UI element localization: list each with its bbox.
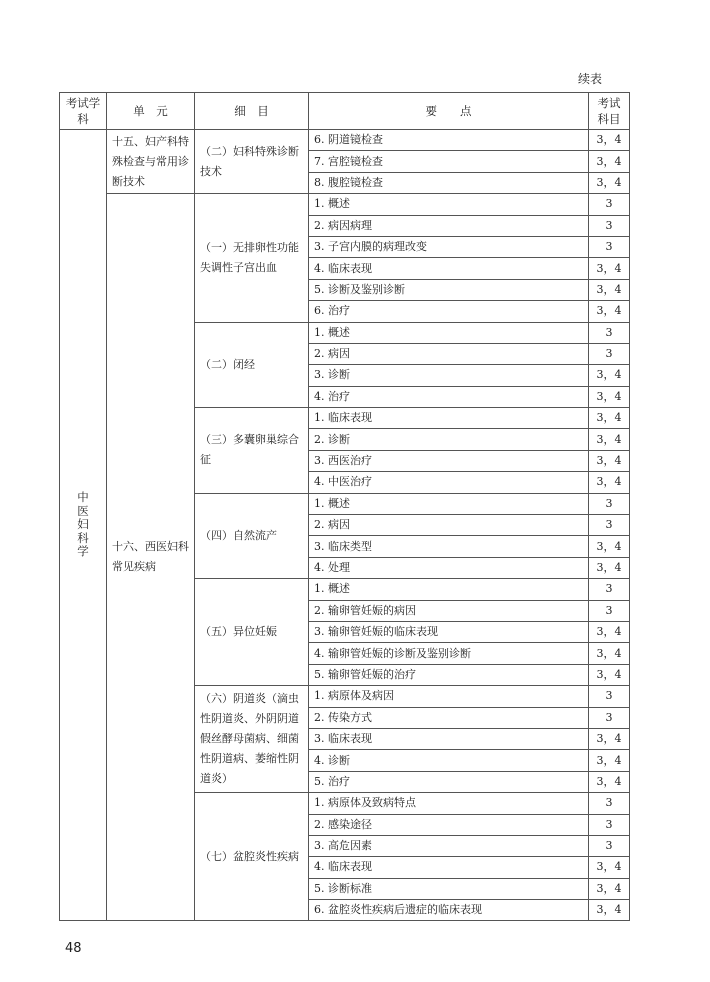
detail-cell: （三）多囊卵巢综合征 (195, 408, 309, 494)
code-cell: 3，4 (589, 621, 630, 642)
code-cell: 3，4 (589, 536, 630, 557)
header-subject: 考试学科 (60, 93, 107, 130)
point-cell: 6. 盆腔炎性疾病后遗症的临床表现 (309, 900, 589, 921)
code-cell: 3 (589, 215, 630, 236)
detail-cell: （四）自然流产 (195, 493, 309, 579)
code-cell: 3 (589, 814, 630, 835)
code-cell: 3，4 (589, 728, 630, 749)
point-cell: 4. 临床表现 (309, 857, 589, 878)
point-cell: 2. 输卵管妊娠的病因 (309, 600, 589, 621)
code-cell: 3，4 (589, 258, 630, 279)
code-cell: 3，4 (589, 557, 630, 578)
table-row (60, 194, 630, 215)
table-body (60, 130, 630, 921)
code-cell: 3，4 (589, 130, 630, 151)
point-cell: 4. 处理 (309, 557, 589, 578)
point-cell: 4. 治疗 (309, 386, 589, 407)
point-cell: 2. 病因病理 (309, 215, 589, 236)
header-unit: 单 元 (107, 93, 195, 130)
syllabus-table (59, 92, 630, 921)
detail-cell: （六）阴道炎（滴虫性阴道炎、外阴阴道假丝酵母菌病、细菌性阴道病、萎缩性阴道炎） (195, 686, 309, 793)
point-cell: 4. 输卵管妊娠的诊断及鉴别诊断 (309, 643, 589, 664)
unit-cell: 十五、妇产科特殊检查与常用诊断技术 (107, 130, 195, 194)
point-cell: 6. 治疗 (309, 301, 589, 322)
code-cell: 3，4 (589, 771, 630, 792)
point-cell: 4. 临床表现 (309, 258, 589, 279)
subject-label: 中医妇科学 (77, 490, 89, 559)
code-cell: 3 (589, 322, 630, 343)
code-cell: 3，4 (589, 450, 630, 471)
code-cell: 3 (589, 579, 630, 600)
code-cell: 3 (589, 493, 630, 514)
code-cell: 3，4 (589, 386, 630, 407)
code-cell: 3 (589, 236, 630, 257)
point-cell: 2. 诊断 (309, 429, 589, 450)
point-cell: 3. 高危因素 (309, 835, 589, 856)
point-cell: 1. 概述 (309, 194, 589, 215)
code-cell: 3，4 (589, 172, 630, 193)
code-cell: 3，4 (589, 408, 630, 429)
point-cell: 2. 传染方式 (309, 707, 589, 728)
point-cell: 5. 输卵管妊娠的治疗 (309, 664, 589, 685)
point-cell: 1. 概述 (309, 579, 589, 600)
point-cell: 7. 宫腔镜检查 (309, 151, 589, 172)
point-cell: 5. 治疗 (309, 771, 589, 792)
table-row (60, 130, 630, 151)
point-cell: 1. 临床表现 (309, 408, 589, 429)
point-cell: 5. 诊断及鉴别诊断 (309, 279, 589, 300)
point-cell: 4. 中医治疗 (309, 472, 589, 493)
point-cell: 5. 诊断标准 (309, 878, 589, 899)
point-cell: 1. 概述 (309, 493, 589, 514)
code-cell: 3，4 (589, 365, 630, 386)
code-cell: 3，4 (589, 857, 630, 878)
code-cell: 3 (589, 194, 630, 215)
code-cell: 3，4 (589, 301, 630, 322)
detail-cell: （五）异位妊娠 (195, 579, 309, 686)
page-number: 48 (65, 941, 82, 956)
code-cell: 3 (589, 835, 630, 856)
point-cell: 3. 子宫内膜的病理改变 (309, 236, 589, 257)
point-cell: 4. 诊断 (309, 750, 589, 771)
subject-cell (60, 130, 107, 921)
code-cell: 3，4 (589, 472, 630, 493)
code-cell: 3，4 (589, 151, 630, 172)
code-cell: 3 (589, 600, 630, 621)
code-cell: 3 (589, 515, 630, 536)
header-code: 考试科目 (589, 93, 630, 130)
point-cell: 3. 诊断 (309, 365, 589, 386)
point-cell: 1. 概述 (309, 322, 589, 343)
code-cell: 3，4 (589, 750, 630, 771)
code-cell: 3 (589, 343, 630, 364)
continued-label: 续表 (578, 72, 603, 86)
detail-cell: （七）盆腔炎性疾病 (195, 793, 309, 921)
detail-cell: （二）闭经 (195, 322, 309, 408)
point-cell: 6. 阴道镜检查 (309, 130, 589, 151)
point-cell: 8. 腹腔镜检查 (309, 172, 589, 193)
header-points: 要 点 (309, 93, 589, 130)
code-cell: 3，4 (589, 643, 630, 664)
point-cell: 2. 病因 (309, 343, 589, 364)
code-cell: 3，4 (589, 878, 630, 899)
code-cell: 3 (589, 686, 630, 707)
code-cell: 3，4 (589, 279, 630, 300)
code-cell: 3 (589, 793, 630, 814)
point-cell: 2. 病因 (309, 515, 589, 536)
point-cell: 3. 临床类型 (309, 536, 589, 557)
header-row (60, 93, 630, 130)
point-cell: 2. 感染途径 (309, 814, 589, 835)
point-cell: 3. 临床表现 (309, 728, 589, 749)
point-cell: 3. 西医治疗 (309, 450, 589, 471)
unit-cell: 十六、西医妇科常见疾病 (107, 194, 195, 921)
detail-cell: （二）妇科特殊诊断技术 (195, 130, 309, 194)
point-cell: 1. 病原体及病因 (309, 686, 589, 707)
detail-cell: （一）无排卵性功能失调性子宫出血 (195, 194, 309, 322)
code-cell: 3 (589, 707, 630, 728)
point-cell: 3. 输卵管妊娠的临床表现 (309, 621, 589, 642)
code-cell: 3，4 (589, 900, 630, 921)
point-cell: 1. 病原体及致病特点 (309, 793, 589, 814)
header-detail: 细 目 (195, 93, 309, 130)
code-cell: 3，4 (589, 664, 630, 685)
code-cell: 3，4 (589, 429, 630, 450)
